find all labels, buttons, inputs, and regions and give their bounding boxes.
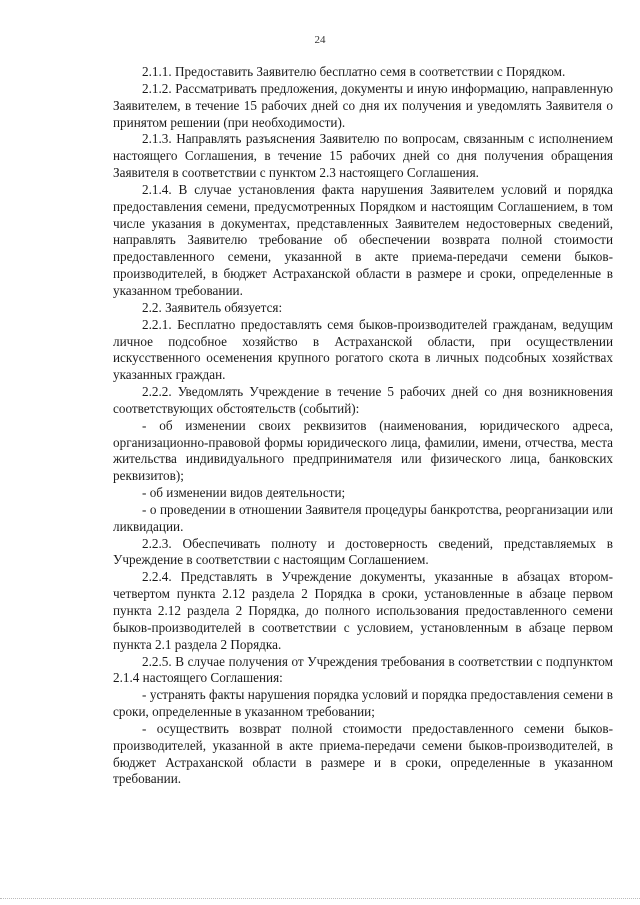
page-number: 24	[314, 34, 326, 46]
paragraph-2-2-2: 2.2.2. Уведомлять Учреждение в течение 5 рабочих дней со дня возникновения соответствующих обстоятельств (событий):	[113, 384, 613, 416]
paragraph-2-2-1: 2.2.1. Бесплатно предоставлять семя быков-производителей гражданам, ведущим личное подсобное хозяйство в Астраханской области, при осуществлении искусственного осеменения крупного рогатого скота в личных подсобных хозяйствах указанных граждан.	[113, 316, 613, 383]
paragraph-2-1-3: 2.1.3. Направлять разъяснения Заявителю по вопросам, связанным с исполнением настоящего Соглашения, в течение 15 рабочих дней со дня получения обращения Заявителя в соответствии с пунктом 2.3 настоящего Соглашения.	[113, 131, 613, 181]
paragraph-2-2-5: 2.2.5. В случае получения от Учреждения требования в соответствии с подпунктом 2.1.4 настоящего Соглашения:	[113, 653, 613, 686]
list-item-eliminate-violations: - устранять факты нарушения порядка условий и порядка предоставления семени в сроки, определенные в указанном требовании;	[113, 687, 613, 720]
scan-edge-divider	[0, 898, 640, 899]
paragraph-2-1-2: 2.1.2. Рассматривать предложения, документы и иную информацию, направленную Заявителем, в течение 15 рабочих дней со дня их получения и уведомлять Заявителя о принятом решении (при необходимости).	[113, 80, 613, 130]
list-item-bankruptcy: - о проведении в отношении Заявителя процедуры банкротства, реорганизации или ликвидации.	[113, 501, 613, 534]
paragraph-2-1-1: 2.1.1. Предоставить Заявителю бесплатно семя в соответствии с Порядком.	[142, 64, 566, 79]
paragraph-2-2: 2.2. Заявитель обязуется:	[142, 299, 283, 315]
paragraph-2-1-4: 2.1.4. В случае установления факта нарушения Заявителем условий и порядка предоставления семени, предусмотренных Порядком и настоящим Соглашением, в том числе указания в документах, представленных Заявителем недостоверных сведений, направлять Заявителю требование об обеспечении возврата полной стоимости предоставленного семени, указанной в акте приема-передачи семени быков-производителей, в бюджет Астраханской области в размере и сроки, определенные в указанном требовании.	[113, 181, 613, 298]
document-body	[113, 64, 613, 788]
paragraph-2-2-4: 2.2.4. Представлять в Учреждение документы, указанные в абзацах втором-четвертом пункта 2.12 раздела 2 Порядка в сроки, установленные в абзаце первом пункта 2.12 раздела 2 Порядка, до полного использования предоставленного семени быков-производителей в соответствии с условием, установленным в абзаце первом пункта 2.1 раздела 2 Порядка.	[113, 569, 613, 652]
paragraph-2-2-3: 2.2.3. Обеспечивать полноту и достоверность сведений, представляемых в Учреждение в соответствии с настоящим Соглашением.	[113, 535, 613, 568]
list-item-activities: - об изменении видов деятельности;	[142, 485, 346, 501]
list-item-return-cost: - осуществить возврат полной стоимости предоставленного семени быков-производителей, указанной в акте приема-передачи семени быков-производителей, в бюджет Астраханской области в размере и в сроки, определенные в указанном требовании.	[113, 720, 613, 787]
list-item-requisites: - об изменении своих реквизитов (наименования, юридического адреса, организационно-правовой формы юридического лица, фамилии, имени, отчества, места жительства индивидуального предпринимателя или физического лица, банковских реквизитов);	[113, 417, 613, 484]
